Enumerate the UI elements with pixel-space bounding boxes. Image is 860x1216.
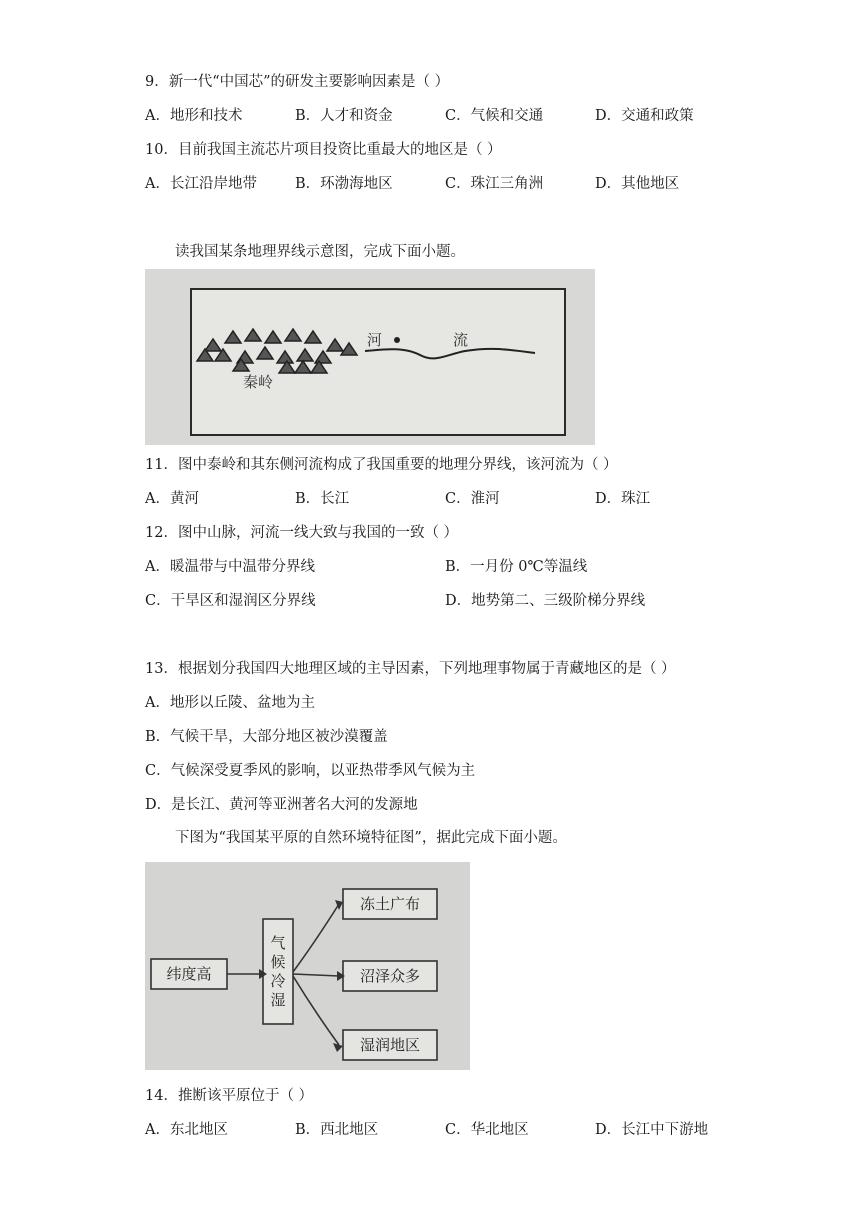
q10-option-d: D．其他地区: [595, 176, 680, 192]
q11-option-b: B．长江: [295, 491, 350, 507]
q12-option-a: A．暖温带与中温带分界线: [145, 559, 315, 575]
question-12-stem: 12．图中山脉，河流一线大致与我国的一致（ ）: [145, 525, 459, 541]
mountain-label: 秦岭: [243, 373, 274, 391]
river-dot-marker: [394, 337, 400, 343]
q12-option-c: C．干旱区和湿润区分界线: [145, 593, 316, 609]
plain-feature-figure: [145, 862, 470, 1070]
question-14-stem: 14．推断该平原位于（ ）: [145, 1088, 314, 1104]
q9-option-d: D．交通和政策: [595, 108, 694, 124]
flow-outcome-3-label: 湿润地区: [359, 1036, 421, 1054]
q12-option-d: D．地势第二、三级阶梯分界线: [445, 593, 646, 609]
flow-outcome-1-label: 冻土广布: [359, 895, 421, 913]
q11-option-c: C．淮河: [445, 491, 500, 507]
q14-option-d: D．长江中下游地: [595, 1122, 709, 1138]
q14-option-c: C．华北地区: [445, 1122, 529, 1138]
q10-option-b: B．环渤海地区: [295, 176, 393, 192]
q14-option-a: A．东北地区: [145, 1122, 228, 1138]
q13-option-a: A．地形以丘陵、盆地为主: [145, 695, 315, 711]
q11-option-d: D．珠江: [595, 491, 651, 507]
question-9-stem: 9．新一代“中国芯”的研发主要影响因素是（ ）: [145, 74, 450, 90]
q11-option-a: A．黄河: [145, 491, 199, 507]
flow-middle-label: 气候冷湿: [268, 935, 287, 1011]
river-label-right: 流: [453, 331, 469, 349]
q9-option-c: C．气候和交通: [445, 108, 544, 124]
river-label-left: 河: [367, 331, 383, 349]
intro-map-question: 读我国某条地理界线示意图，完成下面小题。: [175, 244, 465, 260]
flow-outcome-2-label: 沼泽众多: [359, 967, 421, 985]
q14-option-b: B．西北地区: [295, 1122, 379, 1138]
q10-option-a: A．长江沿岸地带: [145, 176, 257, 192]
plain-feature-svg: [145, 862, 470, 1070]
q13-option-d: D．是长江、黄河等亚洲著名大河的发源地: [145, 797, 418, 813]
q13-option-b: B．气候干旱，大部分地区被沙漠覆盖: [145, 729, 388, 745]
q13-option-c: C．气候深受夏季风的影响，以亚热带季风气候为主: [145, 763, 476, 779]
q9-option-a: A．地形和技术: [145, 108, 243, 124]
intro-plain-question: 下图为“我国某平原的自然环境特征图”，据此完成下面小题。: [175, 830, 567, 846]
q9-option-b: B．人才和资金: [295, 108, 393, 124]
q12-option-b: B．一月份 0℃等温线: [445, 559, 588, 575]
boundary-map-svg: [145, 269, 595, 445]
flow-start-label: 纬度高: [166, 965, 212, 983]
boundary-map-figure: [145, 269, 595, 445]
question-10-stem: 10．目前我国主流芯片项目投资比重最大的地区是（ ）: [145, 142, 502, 158]
q10-option-c: C．珠江三角洲: [445, 176, 544, 192]
question-11-stem: 11．图中泰岭和其东侧河流构成了我国重要的地理分界线，该河流为（ ）: [145, 457, 618, 473]
question-13-stem: 13．根据划分我国四大地理区域的主导因素，下列地理事物属于青藏地区的是（ ）: [145, 661, 676, 677]
